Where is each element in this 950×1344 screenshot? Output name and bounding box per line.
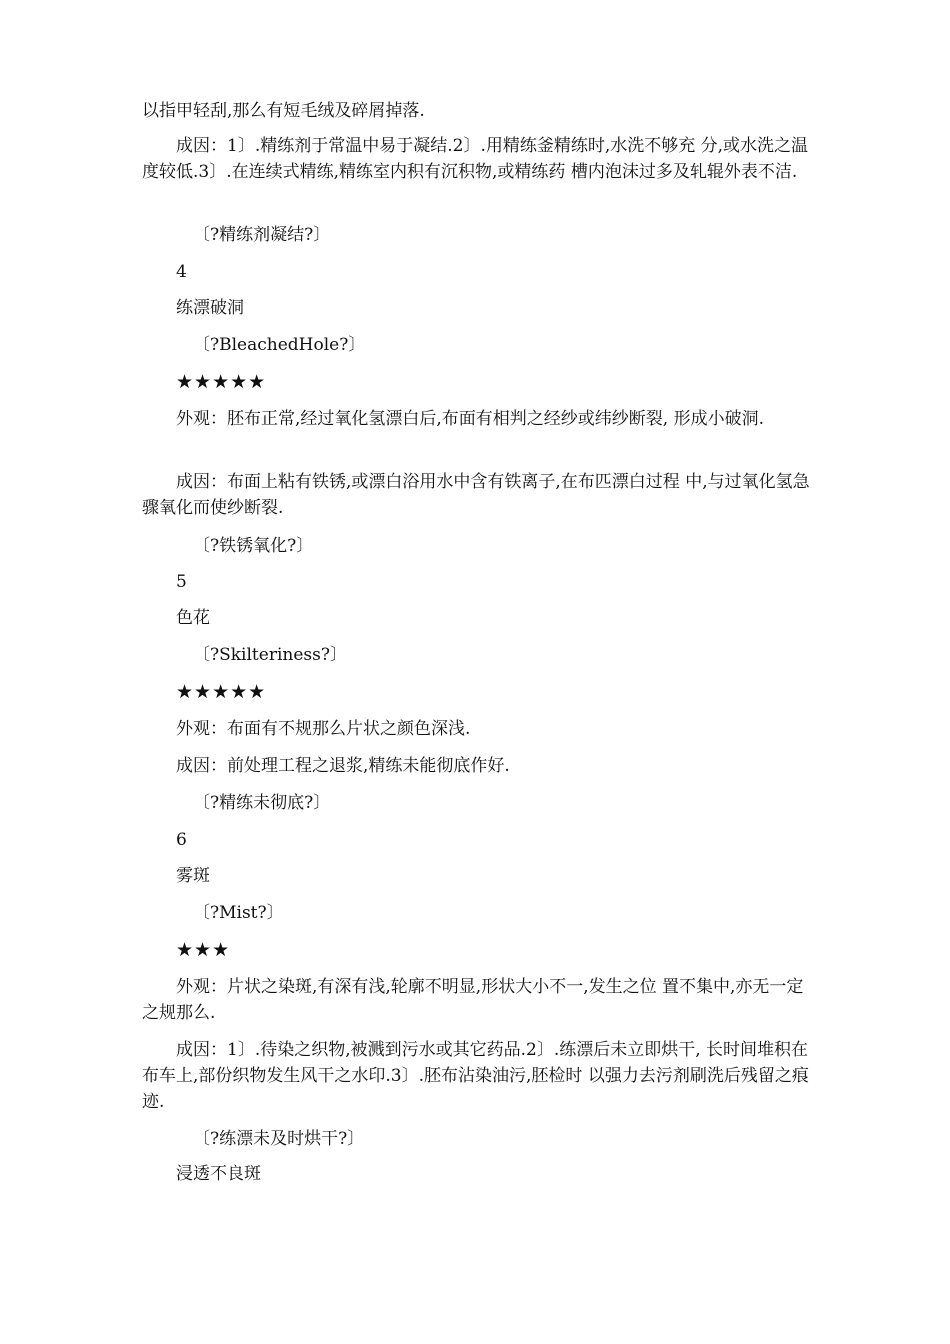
appearance-paragraph: 外观：片状之染斑,有深有浅,轮廓不明显,形状大小不一,发生之位 置不集中,亦无一定之规那么. bbox=[142, 977, 804, 1023]
defect-english-name: 〔?Skilteriness?〕 bbox=[193, 645, 347, 665]
section-number: 5 bbox=[176, 572, 187, 592]
defect-english-name: 〔?Mist?〕 bbox=[193, 903, 284, 923]
defect-english-name: 〔?BleachedHole?〕 bbox=[193, 335, 366, 355]
severity-stars: ★★★★★ bbox=[176, 371, 267, 393]
cause-tag: 〔?精练剂凝结?〕 bbox=[193, 225, 331, 245]
cause-paragraph: 成因：1〕.精练剂于常温中易于凝结.2〕.用精练釜精练时,水洗不够充 分,或水洗之温度较低.3〕.在连续式精练,精练室内积有沉积物,或精练药 槽内泡沫过多及轧辊外表不洁. bbox=[142, 136, 809, 182]
cause-paragraph: 成因：布面上粘有铁锈,或漂白浴用水中含有铁离子,在布匹漂白过程 中,与过氧化氢急骤氧化而使纱断裂. bbox=[142, 472, 810, 518]
appearance-paragraph: 外观：胚布正常,经过氧化氢漂白后,布面有相判之经纱或纬纱断裂, 形成小破洞. bbox=[176, 409, 765, 429]
cause-paragraph: 成因：1〕.待染之织物,被溅到污水或其它药品.2〕.练漂后未立即烘干, 长时间堆积在布车上,部份织物发生风干之水印.3〕.胚布沾染油污,胚检时 以强力去污剂刷洗后残留之痕迹. bbox=[142, 1040, 809, 1112]
cause-tag: 〔?练漂未及时烘干?〕 bbox=[193, 1129, 365, 1149]
cause-line: 成因：前处理工程之退浆,精练未能彻底作好. bbox=[176, 756, 510, 776]
defect-title: 浸透不良斑 bbox=[176, 1164, 261, 1184]
defect-title: 色花 bbox=[176, 608, 210, 628]
defect-title: 雾斑 bbox=[176, 866, 210, 886]
defect-title: 练漂破洞 bbox=[176, 298, 244, 318]
appearance-line: 外观：布面有不规那么片状之颜色深浅. bbox=[176, 719, 471, 739]
section-number: 4 bbox=[176, 262, 187, 282]
cause-tag: 〔?铁锈氧化?〕 bbox=[193, 536, 314, 556]
text-line: 以指甲轻刮,那么有短毛绒及碎屑掉落. bbox=[142, 101, 425, 121]
cause-tag: 〔?精练未彻底?〕 bbox=[193, 793, 331, 813]
severity-stars: ★★★ bbox=[176, 939, 231, 961]
section-number: 6 bbox=[176, 830, 187, 850]
severity-stars: ★★★★★ bbox=[176, 681, 267, 703]
